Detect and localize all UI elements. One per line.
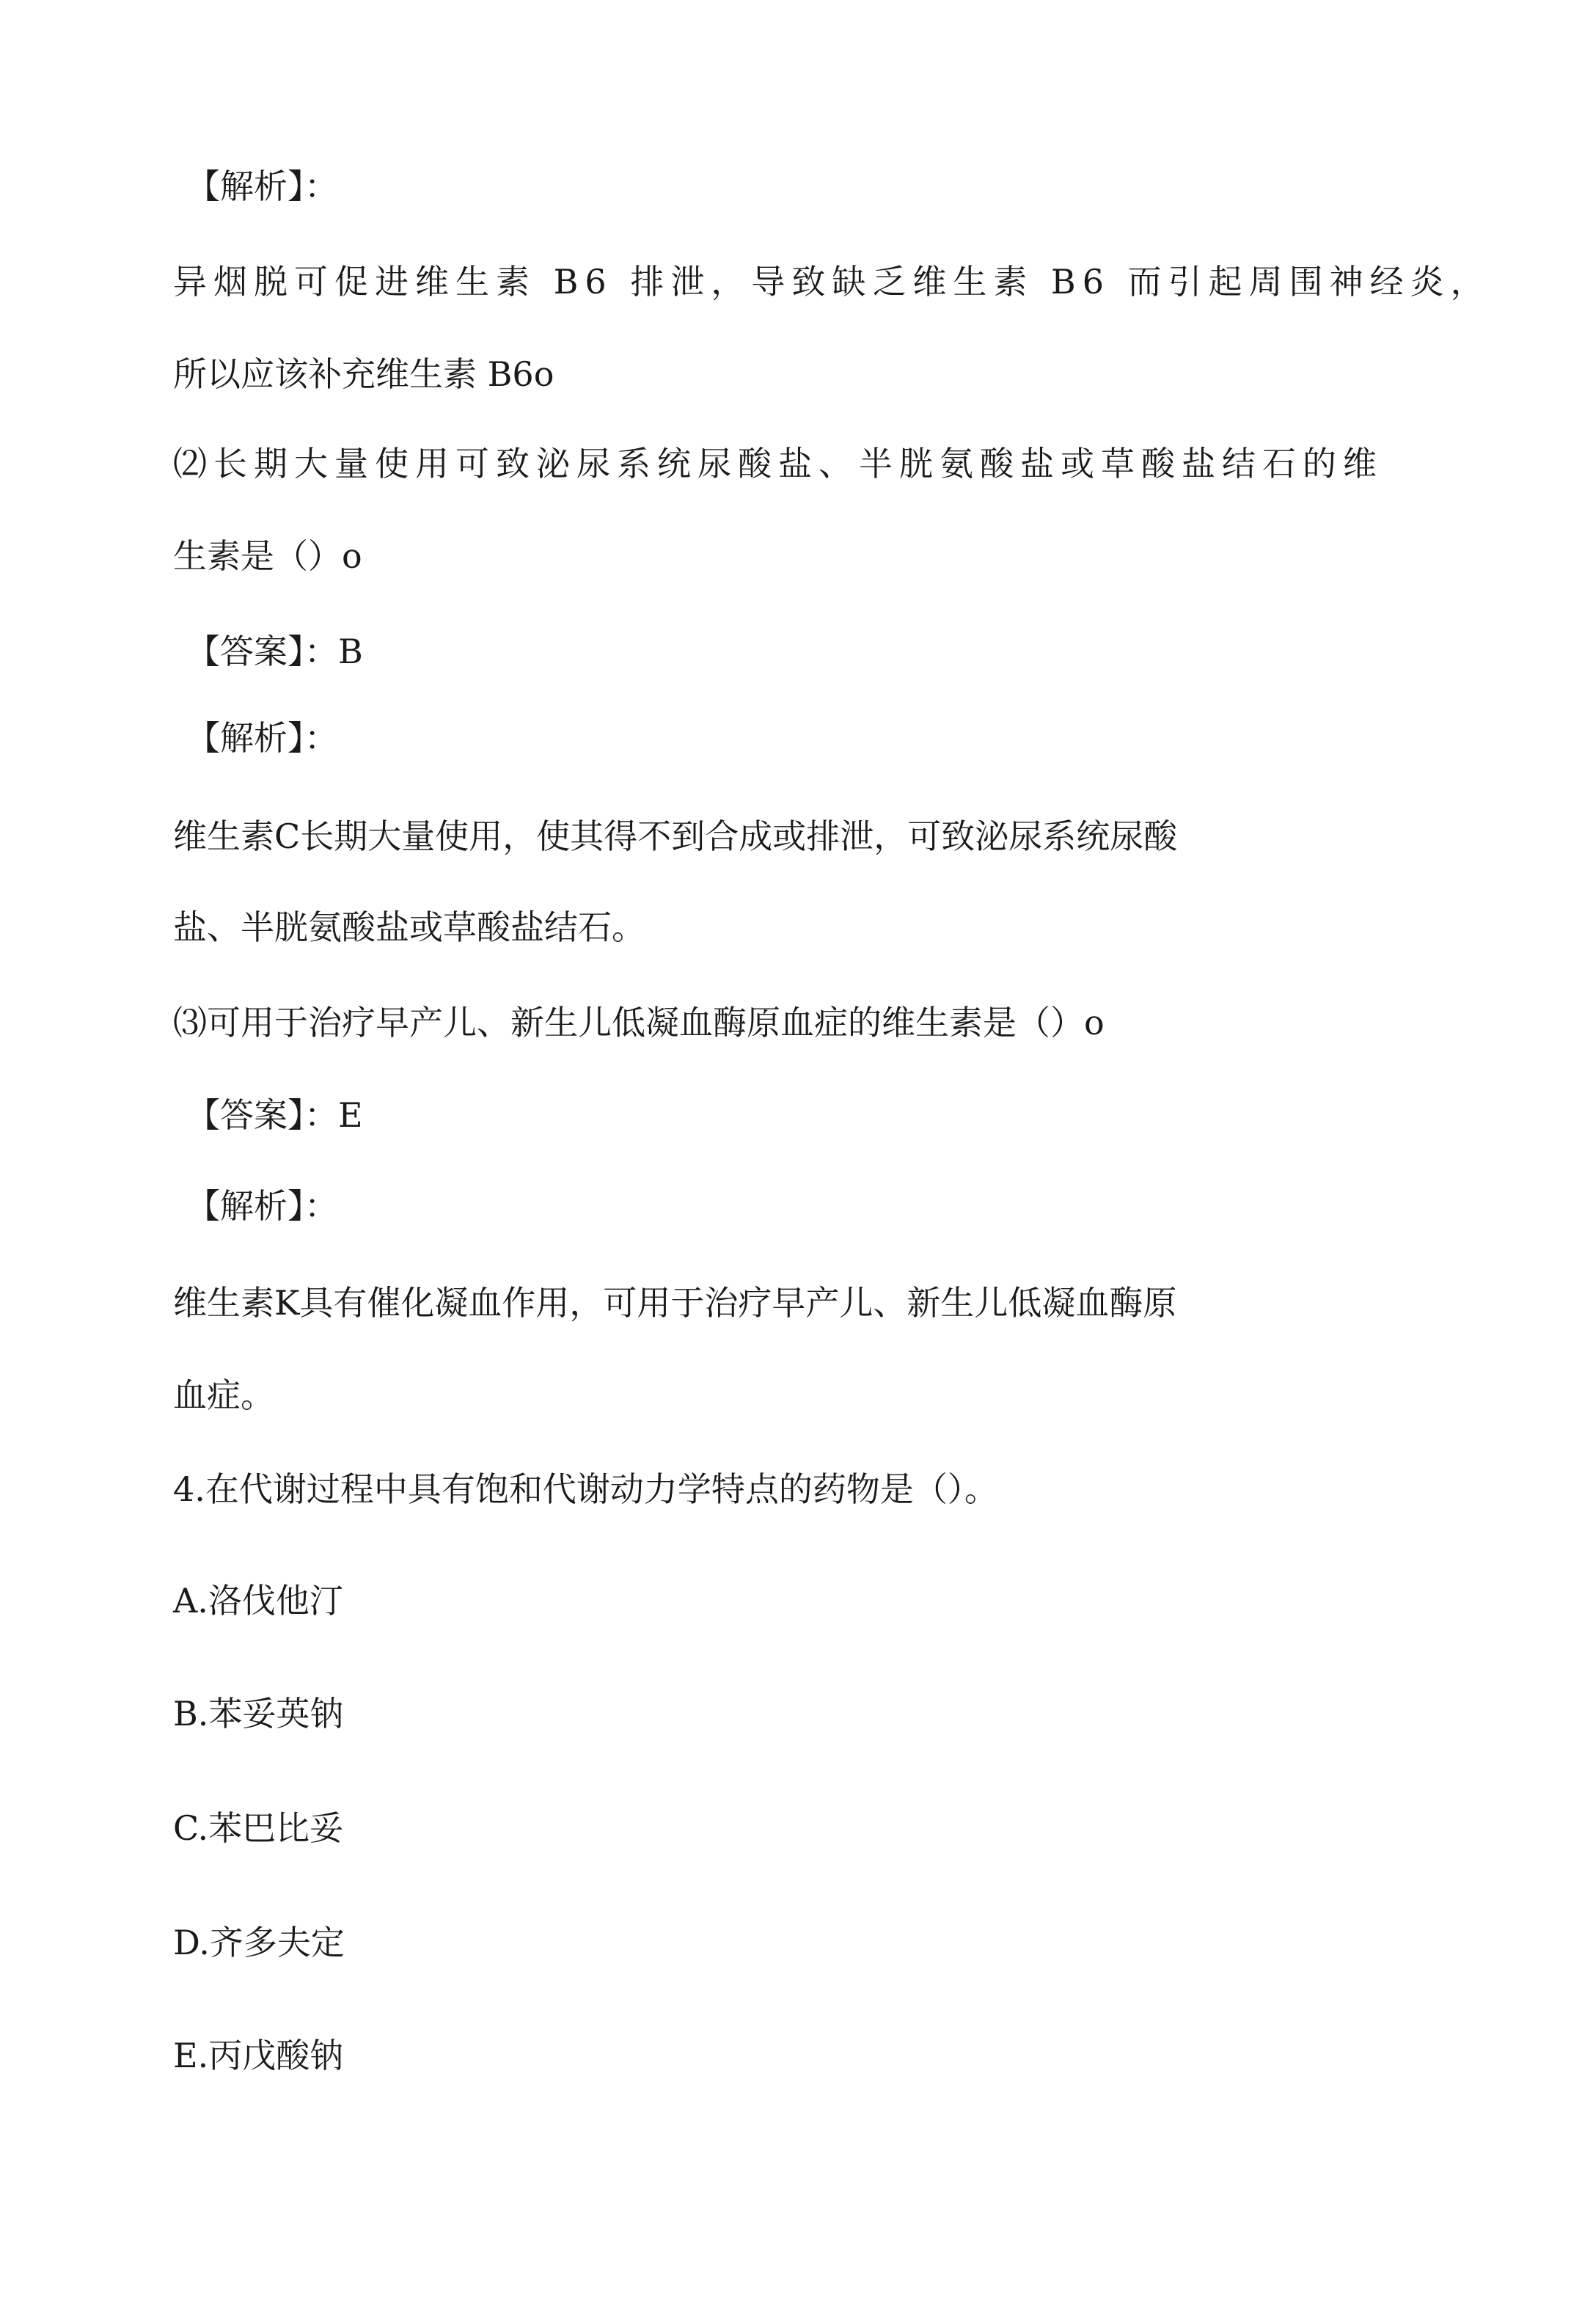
option-b: B.苯妥英钠 bbox=[173, 1694, 344, 1733]
option-a: A.洛伐他汀 bbox=[173, 1581, 343, 1620]
question-4-stem: 4.在代谢过程中具有饱和代谢动力学特点的药物是（）。 bbox=[173, 1469, 998, 1509]
analysis-text-line: 异烟脱可促进维生素 B6 排泄，导致缺乏维生素 B6 而引起周围神经炎， bbox=[173, 262, 1491, 302]
option-e: E.丙戊酸钠 bbox=[173, 2036, 344, 2075]
analysis-text-line: 所以应该补充维生素 B6o bbox=[173, 354, 554, 394]
answer-label-2: 【答案】：E bbox=[186, 1095, 363, 1135]
analysis-text-line: 盐、半胱氨酸盐或草酸盐结石。 bbox=[173, 907, 645, 947]
analysis-label-1: 【解析】： bbox=[186, 167, 338, 206]
analysis-text-line: 维生素K具有催化凝血作用，可用于治疗早产儿、新生儿低凝血酶原 bbox=[173, 1283, 1177, 1323]
question-text-line: ⑵长期大量使用可致泌尿系统尿酸盐、半胱氨酸盐或草酸盐结石的维 bbox=[173, 444, 1383, 483]
analysis-label-2: 【解析】： bbox=[186, 718, 338, 758]
option-d: D.齐多夫定 bbox=[173, 1923, 345, 1962]
question-text-line: ⑶可用于治疗早产儿、新生儿低凝血酶原血症的维生素是（）o bbox=[173, 1003, 1105, 1042]
answer-label-1: 【答案】：B bbox=[186, 632, 363, 671]
question-text-line: 生素是（）o bbox=[173, 536, 362, 576]
analysis-label-3: 【解析】： bbox=[186, 1186, 338, 1226]
analysis-text-line: 血症。 bbox=[173, 1375, 274, 1415]
analysis-text-line: 维生素C长期大量使用，使其得不到合成或排泄，可致泌尿系统尿酸 bbox=[173, 816, 1178, 856]
option-c: C.苯巴比妥 bbox=[173, 1808, 344, 1848]
